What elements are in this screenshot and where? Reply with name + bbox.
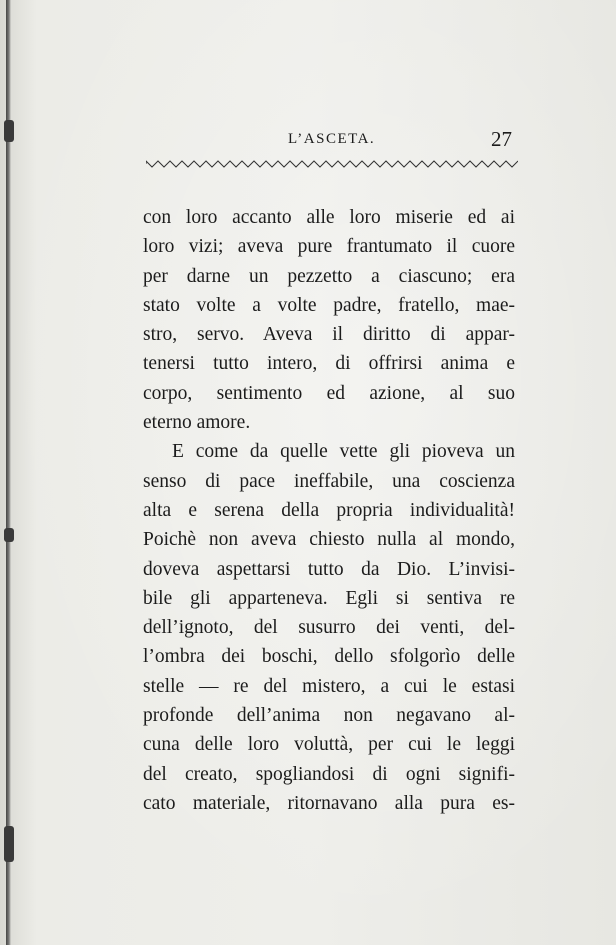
page-header [140, 127, 518, 153]
text-line: cuna delle loro voluttà, per cui le leggi [143, 734, 515, 756]
page-number: 27 [491, 127, 512, 151]
text-line: dell’ignoto, del susurro dei venti, del- [143, 617, 515, 639]
text-line: con loro accanto alle loro miserie ed ai [143, 207, 515, 228]
paragraph [143, 203, 515, 437]
text-line: Poichè non aveva chiesto nulla al mondo, [143, 529, 515, 551]
text-line: doveva aspettarsi tutto da Dio. L’invisi- [143, 558, 515, 580]
text-line: loro vizi; aveva pure frantumato il cuore [143, 236, 515, 258]
text-line: alta e serena della propria individualità! [143, 499, 515, 521]
text-line: tenersi tutto intero, di offrirsi anima e [143, 353, 515, 375]
text-line: stato volte a volte padre, fratello, mae- [143, 294, 515, 316]
text-line: senso di pace ineffabile, una coscienza [143, 470, 515, 492]
text-line: stelle — re del mistero, a cui le estasi [143, 675, 515, 697]
text-line: per darne un pezzetto a ciascuno; era [143, 265, 515, 287]
text-line: del creato, spogliandosi di ogni signifi- [143, 763, 515, 785]
text-line: l’ombra dei boschi, dello sfolgorìo delle [143, 646, 515, 668]
text-line: corpo, sentimento ed azione, al suo [143, 382, 515, 404]
text-line: profonde dell’anima non negavano al- [143, 705, 515, 727]
text-line: stro, servo. Aveva il diritto di appar- [143, 324, 515, 346]
spine-stain [4, 120, 14, 142]
text-line: bile gli apparteneva. Egli si sentiva re [143, 587, 515, 609]
body-text [143, 203, 515, 818]
spine-stain [4, 528, 14, 542]
text-line: E come da quelle vette gli pioveva un [172, 441, 515, 463]
running-title: L’ASCETA. [288, 131, 376, 147]
text-line: eterno amore. [143, 412, 251, 434]
text-line: cato materiale, ritornavano alla pura es- [143, 792, 515, 814]
spine-stain [4, 826, 14, 862]
paragraph [143, 437, 515, 818]
decorative-rule-ornament [146, 158, 518, 170]
